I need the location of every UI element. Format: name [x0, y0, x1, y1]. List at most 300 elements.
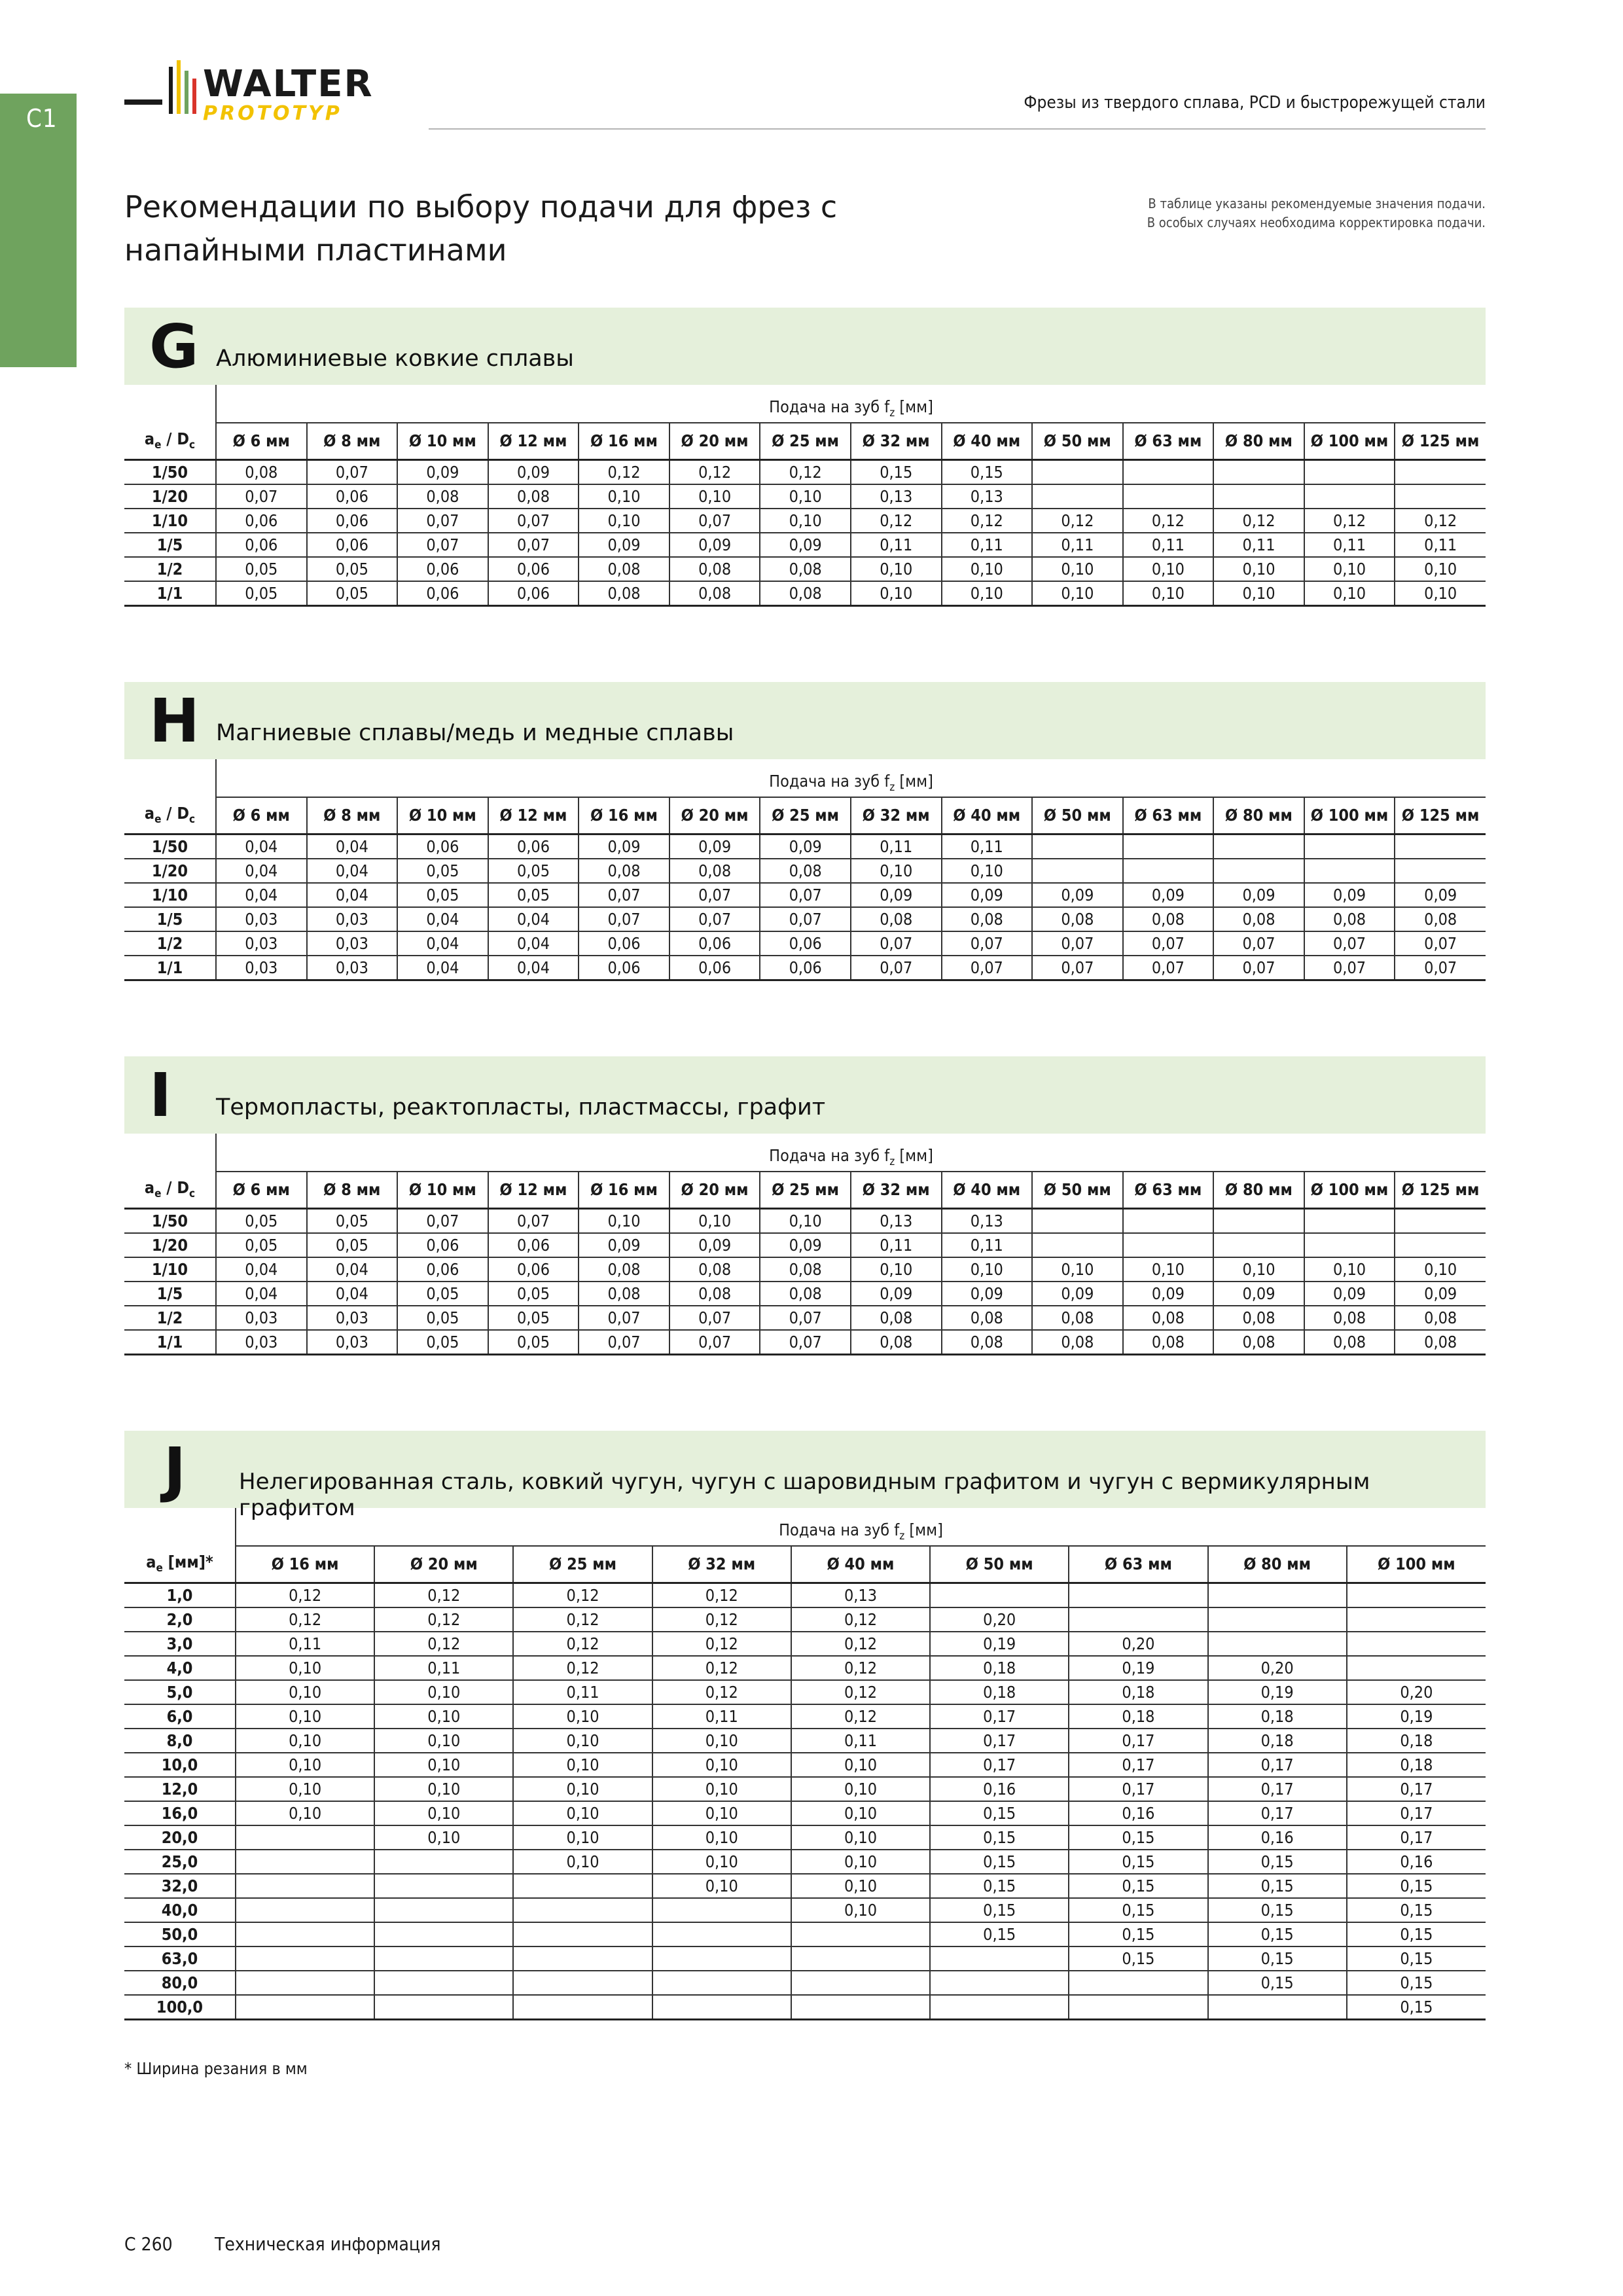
diameter-header: Ø 8 мм [307, 423, 398, 459]
column-header-row [124, 423, 1486, 459]
feed-value-cell: 0,08 [942, 1306, 1033, 1330]
table-row [124, 484, 1486, 509]
diameter-header: Ø 40 мм [791, 1546, 930, 1583]
feed-value-cell [236, 1825, 374, 1850]
caption-text: Подача на зуб f [769, 772, 890, 791]
caption-sub: z [889, 406, 895, 420]
feed-value-cell: 0,05 [488, 1282, 579, 1306]
feed-value-cell: 0,04 [488, 956, 579, 980]
feed-value-cell: 0,05 [488, 883, 579, 907]
feed-value-cell: 0,17 [1347, 1801, 1486, 1825]
feed-value-cell: 0,15 [1347, 1995, 1486, 2020]
feed-value-cell: 0,09 [669, 834, 760, 859]
feed-value-cell: 0,10 [1304, 581, 1395, 606]
feed-value-cell [513, 1946, 652, 1971]
feed-value-cell: 0,15 [1347, 1898, 1486, 1922]
ae-unit: [мм]* [162, 1552, 213, 1572]
table-row [124, 1946, 1486, 1971]
feed-value-cell: 0,10 [236, 1704, 374, 1729]
feed-caption [216, 759, 1486, 797]
ae-symbol: a [144, 804, 155, 823]
feed-value-cell: 0,07 [669, 509, 760, 533]
feed-value-cell: 0,04 [307, 834, 398, 859]
ae-column-header [124, 423, 216, 459]
feed-value-cell: 0,07 [397, 509, 488, 533]
feed-value-cell: 0,19 [1208, 1680, 1347, 1704]
feed-value-cell: 0,04 [397, 907, 488, 931]
feed-value-cell: 0,05 [216, 1233, 307, 1257]
feed-value-cell: 0,10 [1123, 557, 1214, 581]
diameter-header: Ø 63 мм [1123, 797, 1214, 834]
feed-value-cell: 0,12 [1123, 509, 1214, 533]
feed-value-cell [1213, 484, 1304, 509]
feed-value-cell: 0,06 [216, 533, 307, 557]
feed-value-cell: 0,07 [851, 956, 942, 980]
feed-value-cell: 0,12 [374, 1632, 513, 1656]
feed-value-cell [791, 1946, 930, 1971]
feed-value-cell [513, 1995, 652, 2020]
material-group-H [124, 682, 1486, 981]
diameter-header: Ø 32 мм [652, 1546, 791, 1583]
feed-value-cell: 0,10 [236, 1777, 374, 1801]
table-row [124, 956, 1486, 980]
feed-value-cell: 0,04 [216, 1257, 307, 1282]
feed-value-cell: 0,06 [397, 834, 488, 859]
feed-value-cell [236, 1922, 374, 1946]
feed-value-cell: 0,10 [791, 1874, 930, 1898]
ae-value: 63,0 [124, 1946, 236, 1971]
feed-value-cell: 0,06 [488, 557, 579, 581]
feed-value-cell [374, 1874, 513, 1898]
ae-value: 1/5 [124, 1282, 216, 1306]
feed-value-cell: 0,05 [488, 859, 579, 883]
ae-value: 2,0 [124, 1607, 236, 1632]
feed-value-cell: 0,12 [791, 1632, 930, 1656]
diameter-header: Ø 10 мм [397, 423, 488, 459]
feed-value-cell: 0,13 [851, 1208, 942, 1233]
feed-value-cell: 0,05 [216, 1208, 307, 1233]
ae-value: 1/10 [124, 883, 216, 907]
feed-value-cell: 0,03 [307, 907, 398, 931]
table-row [124, 1874, 1486, 1898]
feed-value-cell [1304, 1233, 1395, 1257]
feed-value-cell: 0,04 [397, 956, 488, 980]
feed-value-cell: 0,10 [669, 484, 760, 509]
feed-caption [216, 1134, 1486, 1172]
feed-value-cell: 0,13 [942, 1208, 1033, 1233]
corner-cell [124, 1508, 236, 1546]
feed-value-cell: 0,09 [397, 459, 488, 484]
feed-value-cell [1123, 459, 1214, 484]
feed-value-cell: 0,04 [216, 1282, 307, 1306]
feed-value-cell: 0,08 [669, 1257, 760, 1282]
feed-value-cell: 0,19 [1069, 1656, 1207, 1680]
feed-value-cell: 0,09 [942, 1282, 1033, 1306]
feed-value-cell: 0,11 [851, 1233, 942, 1257]
feed-value-cell: 0,05 [307, 1208, 398, 1233]
feed-value-cell [791, 1995, 930, 2020]
feed-value-cell: 0,10 [791, 1753, 930, 1777]
table-row [124, 1777, 1486, 1801]
feed-value-cell: 0,12 [236, 1583, 374, 1607]
page-footer [124, 2233, 441, 2255]
caption-row [124, 1134, 1486, 1172]
feed-value-cell: 0,10 [374, 1801, 513, 1825]
feed-value-cell: 0,08 [579, 859, 669, 883]
feed-value-cell: 0,15 [930, 1898, 1069, 1922]
feed-value-cell [374, 1850, 513, 1874]
diameter-header: Ø 50 мм [1032, 423, 1123, 459]
ae-symbol-sub: e [154, 1187, 162, 1201]
feed-value-cell: 0,10 [579, 509, 669, 533]
feed-value-cell [930, 1995, 1069, 2020]
feed-value-cell: 0,05 [397, 1330, 488, 1355]
diameter-header: Ø 6 мм [216, 1172, 307, 1208]
feed-value-cell [1304, 1208, 1395, 1233]
feed-value-cell: 0,08 [1213, 1330, 1304, 1355]
feed-value-cell: 0,07 [579, 1330, 669, 1355]
feed-value-cell: 0,10 [374, 1704, 513, 1729]
feed-value-cell: 0,10 [374, 1825, 513, 1850]
feed-value-cell: 0,18 [1347, 1753, 1486, 1777]
feed-value-cell: 0,10 [374, 1777, 513, 1801]
feed-value-cell: 0,12 [236, 1607, 374, 1632]
feed-value-cell: 0,08 [1395, 907, 1486, 931]
feed-value-cell: 0,08 [851, 907, 942, 931]
feed-value-cell: 0,11 [236, 1632, 374, 1656]
feed-value-cell: 0,09 [760, 1233, 851, 1257]
ae-value: 1/1 [124, 1330, 216, 1355]
ae-value: 1/50 [124, 834, 216, 859]
feed-value-cell: 0,09 [579, 533, 669, 557]
feed-value-cell: 0,10 [579, 1208, 669, 1233]
feed-value-cell: 0,10 [669, 1208, 760, 1233]
feed-value-cell: 0,07 [669, 1330, 760, 1355]
feed-value-cell: 0,07 [1123, 956, 1214, 980]
feed-value-cell: 0,06 [669, 956, 760, 980]
feed-value-cell: 0,07 [397, 533, 488, 557]
feed-value-cell: 0,08 [760, 581, 851, 606]
ae-value: 1/2 [124, 1306, 216, 1330]
feed-value-cell: 0,10 [374, 1753, 513, 1777]
diameter-header: Ø 40 мм [942, 1172, 1033, 1208]
feed-value-cell: 0,12 [1032, 509, 1123, 533]
feed-value-cell: 0,05 [307, 557, 398, 581]
feed-value-cell: 0,15 [1347, 1922, 1486, 1946]
feed-value-cell: 0,03 [216, 907, 307, 931]
feed-value-cell: 0,11 [791, 1729, 930, 1753]
feed-value-cell: 0,10 [1395, 557, 1486, 581]
feed-value-cell: 0,18 [1069, 1680, 1207, 1704]
feed-value-cell [1123, 1208, 1214, 1233]
feed-value-cell: 0,09 [760, 834, 851, 859]
feed-value-cell: 0,08 [1213, 907, 1304, 931]
table-row [124, 1729, 1486, 1753]
feed-value-cell: 0,07 [1395, 956, 1486, 980]
feed-value-cell: 0,06 [760, 956, 851, 980]
ae-column-header [124, 797, 216, 834]
feed-value-cell: 0,17 [1347, 1777, 1486, 1801]
ae-value: 10,0 [124, 1753, 236, 1777]
feed-value-cell: 0,10 [513, 1801, 652, 1825]
dc-symbol-sub: c [189, 439, 196, 452]
material-group-G [124, 308, 1486, 607]
table-row [124, 1995, 1486, 2020]
feed-value-cell: 0,20 [930, 1607, 1069, 1632]
material-letter: G [149, 312, 199, 382]
table-row [124, 1850, 1486, 1874]
diameter-header: Ø 50 мм [1032, 797, 1123, 834]
ae-value: 5,0 [124, 1680, 236, 1704]
feed-value-cell [1069, 1583, 1207, 1607]
diameter-header: Ø 32 мм [851, 423, 942, 459]
material-letter: H [149, 686, 200, 756]
feed-value-cell: 0,03 [307, 956, 398, 980]
ae-value: 6,0 [124, 1704, 236, 1729]
feed-value-cell: 0,08 [1123, 1306, 1214, 1330]
feed-value-cell: 0,03 [216, 1330, 307, 1355]
table-row [124, 1704, 1486, 1729]
feed-value-cell [652, 1995, 791, 2020]
chapter-tab [0, 94, 77, 367]
dc-symbol-sub: c [189, 1187, 196, 1201]
feed-value-cell: 0,06 [760, 931, 851, 956]
diameter-header: Ø 25 мм [760, 423, 851, 459]
feed-value-cell: 0,10 [791, 1850, 930, 1874]
feed-value-cell: 0,07 [1213, 931, 1304, 956]
feed-value-cell [791, 1971, 930, 1995]
feed-value-cell [1213, 859, 1304, 883]
feed-value-cell [1304, 859, 1395, 883]
ae-value: 8,0 [124, 1729, 236, 1753]
feed-value-cell: 0,08 [579, 1257, 669, 1282]
feed-value-cell [236, 1850, 374, 1874]
ae-value: 1/10 [124, 1257, 216, 1282]
feed-value-cell: 0,18 [1208, 1729, 1347, 1753]
feed-value-cell: 0,13 [791, 1583, 930, 1607]
feed-value-cell: 0,10 [1123, 581, 1214, 606]
feed-value-cell [1395, 859, 1486, 883]
feed-value-cell: 0,10 [942, 557, 1033, 581]
feed-value-cell [1395, 459, 1486, 484]
feed-value-cell: 0,09 [1123, 1282, 1214, 1306]
feed-value-cell: 0,12 [652, 1583, 791, 1607]
feed-value-cell: 0,10 [513, 1825, 652, 1850]
feed-value-cell: 0,07 [216, 484, 307, 509]
feed-value-cell: 0,11 [851, 834, 942, 859]
feed-value-cell [1213, 459, 1304, 484]
feed-value-cell: 0,15 [1069, 1946, 1207, 1971]
feed-value-cell: 0,06 [307, 484, 398, 509]
ae-value: 20,0 [124, 1825, 236, 1850]
caption-unit: [мм] [895, 1146, 933, 1165]
feed-value-cell: 0,06 [307, 533, 398, 557]
feed-value-cell: 0,15 [1347, 1971, 1486, 1995]
feed-value-cell: 0,16 [1208, 1825, 1347, 1850]
feed-value-cell: 0,10 [1032, 557, 1123, 581]
feed-value-cell: 0,10 [851, 581, 942, 606]
feed-value-cell: 0,08 [942, 1330, 1033, 1355]
ae-divider: / D [161, 1178, 190, 1198]
diameter-header: Ø 25 мм [760, 797, 851, 834]
feed-value-cell: 0,15 [1208, 1922, 1347, 1946]
feed-value-cell [236, 1995, 374, 2020]
feed-value-cell: 0,09 [851, 1282, 942, 1306]
feed-value-cell: 0,19 [1347, 1704, 1486, 1729]
feed-value-cell [513, 1898, 652, 1922]
feed-value-cell: 0,10 [1395, 1257, 1486, 1282]
feed-value-cell: 0,15 [1347, 1946, 1486, 1971]
feed-value-cell: 0,17 [930, 1729, 1069, 1753]
feed-value-cell: 0,17 [1069, 1753, 1207, 1777]
table-row [124, 1753, 1486, 1777]
ae-value: 1/2 [124, 557, 216, 581]
feed-value-cell [374, 1898, 513, 1922]
diameter-header: Ø 63 мм [1123, 1172, 1214, 1208]
feed-value-cell: 0,08 [1032, 1306, 1123, 1330]
table-row [124, 1208, 1486, 1233]
feed-value-cell: 0,10 [1213, 557, 1304, 581]
column-header-row [124, 1172, 1486, 1208]
feed-value-cell: 0,10 [236, 1729, 374, 1753]
feed-table [124, 1134, 1486, 1355]
feed-value-cell: 0,10 [851, 1257, 942, 1282]
feed-value-cell: 0,13 [942, 484, 1033, 509]
feed-value-cell [1395, 834, 1486, 859]
feed-value-cell: 0,10 [652, 1729, 791, 1753]
feed-value-cell: 0,07 [760, 1306, 851, 1330]
feed-value-cell [374, 1946, 513, 1971]
feed-value-cell: 0,17 [1347, 1825, 1486, 1850]
feed-value-cell: 0,12 [513, 1656, 652, 1680]
feed-value-cell: 0,08 [942, 907, 1033, 931]
feed-value-cell: 0,09 [1032, 883, 1123, 907]
table-row [124, 1330, 1486, 1355]
feed-value-cell: 0,06 [307, 509, 398, 533]
feed-value-cell: 0,15 [930, 1922, 1069, 1946]
feed-value-cell: 0,10 [851, 557, 942, 581]
diameter-header: Ø 80 мм [1213, 1172, 1304, 1208]
feed-value-cell: 0,07 [1395, 931, 1486, 956]
feed-value-cell: 0,05 [488, 1330, 579, 1355]
feed-value-cell: 0,08 [851, 1330, 942, 1355]
feed-value-cell: 0,10 [652, 1874, 791, 1898]
feed-value-cell: 0,20 [1347, 1680, 1486, 1704]
feed-value-cell: 0,09 [1213, 883, 1304, 907]
feed-value-cell [1032, 1208, 1123, 1233]
feed-value-cell: 0,13 [851, 484, 942, 509]
feed-value-cell: 0,09 [1395, 883, 1486, 907]
ae-value: 1/20 [124, 1233, 216, 1257]
table-row [124, 1632, 1486, 1656]
corner-cell [124, 385, 216, 423]
feed-value-cell [1123, 834, 1214, 859]
diameter-header: Ø 25 мм [760, 1172, 851, 1208]
diameter-header: Ø 16 мм [579, 1172, 669, 1208]
material-title: Магниевые сплавы/медь и медные сплавы [216, 720, 734, 746]
diameter-header: Ø 100 мм [1304, 423, 1395, 459]
diameter-header: Ø 100 мм [1304, 797, 1395, 834]
feed-table [124, 759, 1486, 981]
ae-symbol-sub: e [156, 1562, 163, 1575]
feed-value-cell [236, 1946, 374, 1971]
caption-text: Подача на зуб f [769, 1146, 890, 1165]
ae-column-header [124, 1172, 216, 1208]
ae-value: 1/5 [124, 533, 216, 557]
feed-value-cell [513, 1874, 652, 1898]
chapter-tab-label: C1 [26, 104, 58, 133]
feed-value-cell: 0,04 [397, 931, 488, 956]
feed-value-cell: 0,07 [488, 1208, 579, 1233]
table-row [124, 1922, 1486, 1946]
feed-value-cell: 0,11 [513, 1680, 652, 1704]
feed-value-cell: 0,10 [236, 1753, 374, 1777]
feed-value-cell: 0,15 [942, 459, 1033, 484]
material-band [124, 682, 1486, 759]
feed-value-cell: 0,10 [513, 1729, 652, 1753]
table-note [1147, 194, 1486, 232]
feed-value-cell: 0,08 [216, 459, 307, 484]
feed-value-cell: 0,06 [488, 834, 579, 859]
feed-value-cell: 0,06 [397, 1257, 488, 1282]
diameter-header: Ø 8 мм [307, 1172, 398, 1208]
material-letter: J [164, 1435, 187, 1505]
caption-row [124, 385, 1486, 423]
table-row [124, 509, 1486, 533]
diameter-header: Ø 20 мм [669, 1172, 760, 1208]
feed-value-cell: 0,10 [513, 1850, 652, 1874]
feed-value-cell: 0,04 [216, 834, 307, 859]
feed-value-cell: 0,12 [791, 1704, 930, 1729]
diameter-header: Ø 80 мм [1213, 423, 1304, 459]
feed-value-cell: 0,12 [513, 1583, 652, 1607]
feed-value-cell: 0,15 [1069, 1850, 1207, 1874]
feed-value-cell: 0,10 [1123, 1257, 1214, 1282]
column-header-row [124, 797, 1486, 834]
feed-value-cell: 0,12 [1395, 509, 1486, 533]
feed-value-cell: 0,17 [1208, 1777, 1347, 1801]
feed-value-cell: 0,07 [579, 883, 669, 907]
ae-symbol: a [144, 429, 155, 449]
feed-value-cell: 0,08 [851, 1306, 942, 1330]
feed-value-cell [1208, 1632, 1347, 1656]
ae-value: 1/1 [124, 581, 216, 606]
caption-sub: z [899, 1530, 905, 1543]
feed-value-cell: 0,11 [851, 533, 942, 557]
feed-value-cell: 0,12 [652, 1632, 791, 1656]
ae-value: 1/20 [124, 859, 216, 883]
feed-value-cell: 0,10 [791, 1898, 930, 1922]
feed-value-cell: 0,16 [1069, 1801, 1207, 1825]
feed-value-cell: 0,10 [760, 509, 851, 533]
feed-value-cell: 0,08 [1395, 1330, 1486, 1355]
diameter-header: Ø 50 мм [1032, 1172, 1123, 1208]
feed-value-cell [1032, 459, 1123, 484]
feed-value-cell: 0,10 [791, 1825, 930, 1850]
table-row [124, 1607, 1486, 1632]
table-row [124, 1898, 1486, 1922]
feed-value-cell: 0,06 [579, 931, 669, 956]
material-letter: I [149, 1060, 172, 1130]
table-row [124, 1583, 1486, 1607]
diameter-header: Ø 63 мм [1069, 1546, 1207, 1583]
feed-value-cell [1304, 834, 1395, 859]
ae-symbol: a [146, 1552, 156, 1572]
feed-value-cell: 0,18 [1347, 1729, 1486, 1753]
feed-value-cell: 0,11 [942, 1233, 1033, 1257]
table-row [124, 557, 1486, 581]
feed-value-cell: 0,09 [942, 883, 1033, 907]
